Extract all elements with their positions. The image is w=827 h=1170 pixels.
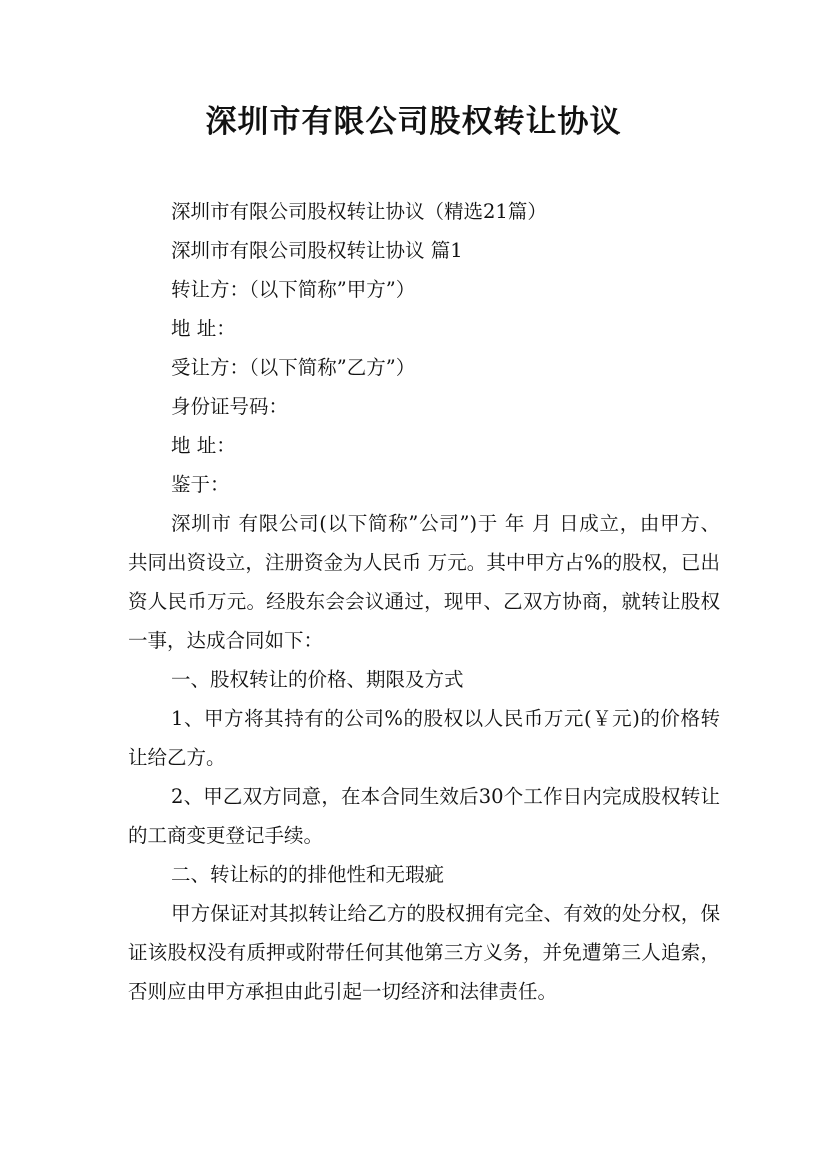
transferor-line: 转让方：（以下简称”甲方”） (171, 278, 416, 301)
transferee-address-line: 地 址： (171, 434, 236, 457)
section-one-heading: 一、股权转让的价格、期限及方式 (171, 668, 464, 691)
clause-1-paragraph: 1、甲方将其持有的公司%的股权以人民币万元(￥元)的价格转让给乙方。 (128, 707, 720, 769)
section-two-heading: 二、转让标的的排他性和无瑕疵 (171, 863, 445, 886)
clause-2-paragraph: 2、甲乙双方同意，在本合同生效后30个工作日内完成股权转让的工商变更登记手续。 (128, 785, 720, 847)
subtitle-paragraph: 深圳市有限公司股权转让协议（精选21篇） (171, 200, 547, 223)
warranty-paragraph: 甲方保证对其拟转让给乙方的股权拥有完全、有效的处分权，保证该股权没有质押或附带任何其他第三方义务，并免遭第三人追索，否则应由甲方承担由此引起一切经济和法律责任。 (128, 902, 720, 1003)
whereas-line: 鉴于： (171, 473, 230, 496)
transferor-address-line: 地 址： (171, 317, 236, 340)
recital-paragraph: 深圳市 有限公司(以下简称”公司”)于 年 月 日成立，由甲方、 共同出资设立，注册资金为人民币 万元。其中甲方占%的股权，已出资人民币万元。经股东会会议通过，现甲、乙双方协商，就转让股权一事，达成合同如下： (128, 512, 720, 652)
transferee-line: 受让方：（以下简称”乙方”） (171, 356, 416, 379)
id-number-line: 身份证号码： (171, 395, 289, 418)
document-body (128, 192, 720, 1011)
document-title: 深圳市有限公司股权转让协议 (205, 104, 622, 140)
article-heading: 深圳市有限公司股权转让协议 篇1 (171, 239, 463, 262)
